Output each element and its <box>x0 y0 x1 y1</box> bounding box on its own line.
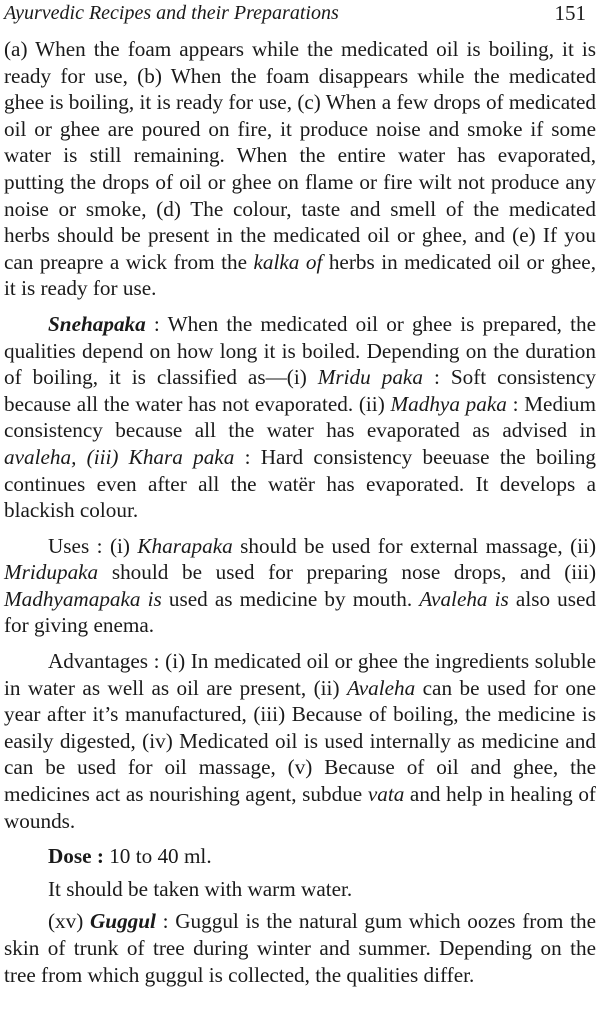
text-run: also used for giving enema. <box>4 586 597 638</box>
dose-label: Dose : <box>48 844 104 869</box>
italic-term: Madhya paka <box>390 391 507 416</box>
body-text <box>4 36 596 997</box>
paragraph-advantages <box>4 648 596 834</box>
text-run: should be used for preparing nose drops, and (iii) <box>98 560 596 585</box>
text-run: Uses : (i) <box>48 533 138 558</box>
running-title: Ayurvedic Recipes and their Preparations <box>4 1 339 24</box>
italic-term: Madhyamapaka is <box>4 586 162 611</box>
text-run: : Soft consistency because all the water has not evaporated. (ii) <box>4 365 597 416</box>
heading-term-snehapaka: Snehapaka <box>48 311 146 336</box>
running-head <box>4 0 586 26</box>
text-run: (xv) <box>48 909 90 934</box>
text-run: It should be taken with warm water. <box>48 876 353 901</box>
italic-term: avaleha, (iii) Khara paka <box>4 444 235 469</box>
paragraph-guggul <box>4 908 596 988</box>
paragraph-readiness-tests <box>4 36 596 302</box>
text-run: and help in healing of wounds. <box>4 782 596 833</box>
heading-term-guggul: Guggul <box>90 909 156 934</box>
paragraph-dose <box>4 843 596 870</box>
text-run: : Medium consistency because all the water has evaporated as advised in <box>4 391 596 443</box>
italic-term: Avaleha <box>346 675 416 700</box>
paragraph-uses <box>4 533 596 639</box>
italic-term: Avaleha is <box>419 586 509 611</box>
text-run: can be used for one year after it’s manufactured, (iii) Because of boiling, the medicine is easily digested, (iv) Medicated oil is used internally as medicine and can be used for oil massage, (v) Because of oil and ghee, the medicines act as nourishing agent, subdue <box>4 675 596 807</box>
italic-term: vata <box>367 782 405 807</box>
text-run: should be used for external massage, (ii) <box>232 533 596 558</box>
italic-term: kalka of <box>253 249 323 274</box>
italic-term: Mridupaka <box>4 560 99 585</box>
text-run: 10 to 40 ml. <box>103 844 212 869</box>
paragraph-dose-instruction <box>4 876 596 903</box>
text-run: : When the medicated oil or ghee is prepared, the qualities depend on how long it is boiled. Depending on the duration of boiling, it is classified as—(i) <box>4 311 596 390</box>
text-run: used as medicine by mouth. <box>161 586 420 611</box>
text-run: : Guggul is the natural gum which oozes from the skin of trunk of tree during winter and summer. Depending on the tree from which guggul is collected, the qualities differ. <box>4 909 596 987</box>
paragraph-snehapaka <box>4 311 596 524</box>
page-number: 151 <box>554 0 586 25</box>
text-run: : Hard consistency beeuase the boiling continues even after all the watër has evaporated. It develops a blackish colour. <box>4 444 597 523</box>
text-run: herbs in medicated oil or ghee, it is ready for use. <box>4 249 596 301</box>
italic-term: Mridu paka <box>317 365 423 390</box>
italic-term: Kharapaka <box>137 533 233 558</box>
text-run: (a) When the foam appears while the medicated oil is boiling, it is ready for use, (b) When the foam disappears while the medicated ghee is boiling, it is ready for use, (c) When a few drops of medicated oil or ghee are poured on fire, it produce noise and smoke if some water is still remaining. When the entire water has evaporated, putting the drops of oil or ghee on flame or fire wilt not produce any noise or smoke, (d) The colour, taste and smell of the medicated herbs should be present in the medicated oil or ghee, and (e) If you can preapre a wick from the <box>4 37 596 274</box>
text-run: Advantages : (i) In medicated oil or ghee the ingredients soluble in water as well as oil are present, (ii) <box>4 649 596 700</box>
